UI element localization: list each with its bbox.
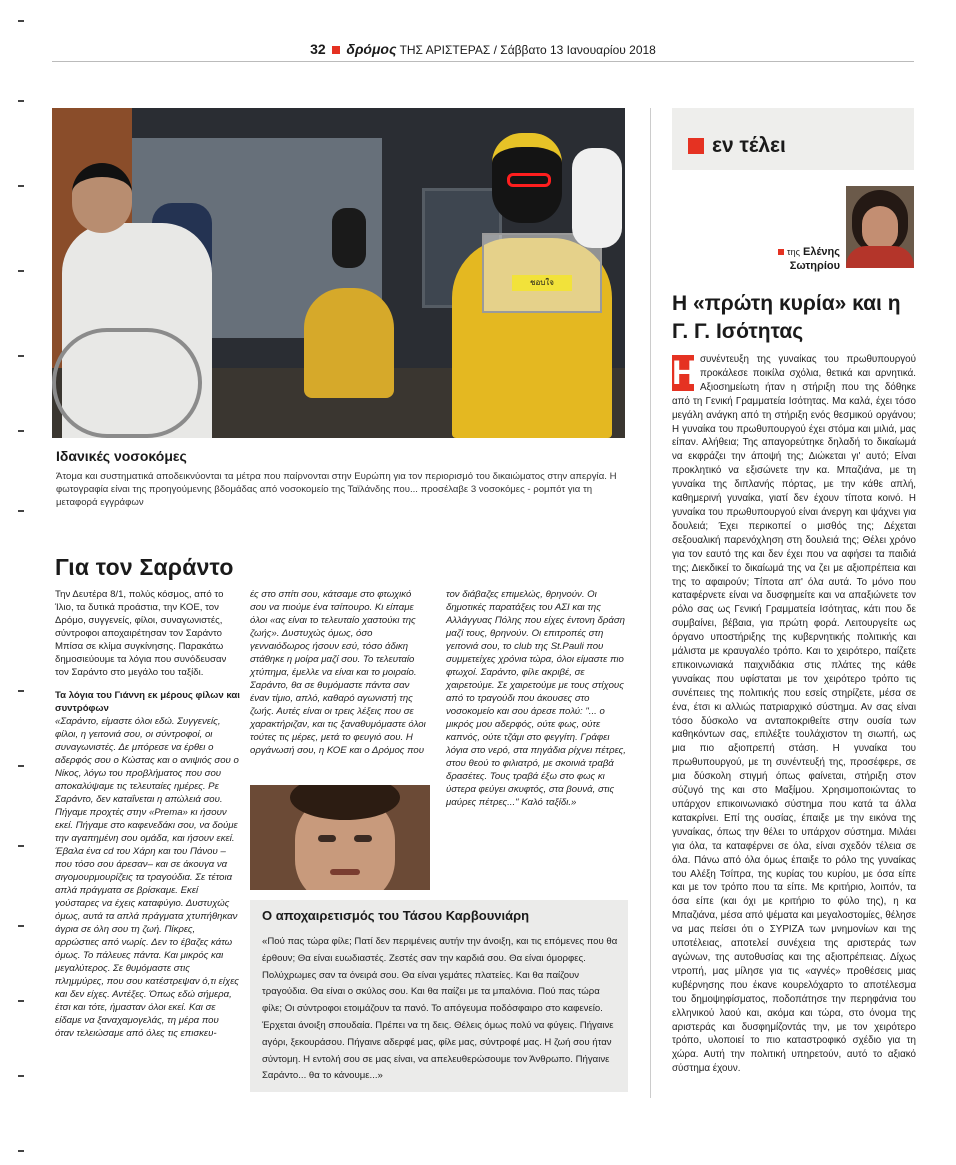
kicker-square-icon xyxy=(688,138,704,154)
byline xyxy=(700,245,840,273)
article-column-1 xyxy=(55,588,240,1040)
article-body-3: τον διάβαζες επιμελώς, θρηνούν. Οι δημοτικές παρατάξεις του ΑΣΙ και της Αλλάγγυας Πόλης που είχες έντονη δράση μαζί τους, θρηνούν. Οι επιτροπές στη γειτονιά σου, το club της St.Pauli που συμμετείχες χρόνια τώρα, όλοι είμαστε πιο φτωχοί. Σαράντο, φίλε ακριβέ, σε χαιρετούμε. Σε χαιρετούμε με τους στίχους από το τραγούδι που άκουσες στο νοσοκομείο και σου άρεσε πολύ: "... ο μικρός μου αδερφός, ούτε φως, ούτε καπνός, ούτε τζάμι στο φεγγίτη. Γράφει λόγια στο νερό, στα πηγάδια ρίχνει πέτρες, στου θεού το φιλιατρό, με σκοινιά τραβά δρασέτες. Τους τραβά έξω στο φως κι ύστερα φεύγει σκυφτός, στα βουνά, στις μαύρες πέτρες..." Καλό ταξίδι.» xyxy=(446,589,626,808)
article-body-2: ές στο σπίτι σου, κάτσαμε στο φτωχικό σου να πιούμε ένα τσίπουρο. Κι είπαμε όλοι «ας είναι το τελευταίο χαστούκι της ζωής». Δυστυχώς όμως, όσο γενναιόδωρος ήσουν εσύ, τόσο άδικη στάθηκε η μοίρα μαζί σου. Το τελευταίο χτύπημα, έμελλε να είναι και το μοιραίο. Σαράντο, θα σε θυμόμαστε πάντα σαν έναν τίμιο, απλό, καθαρό αγωνιστή της ζωής. Αυτές είναι οι τρεις λέξεις που σε χαρακτήριζαν, και τις ξαναθυμόμαστε όλοι τούτες τις μέρες, μετά το φευγιό σου. Η οργάνωσή σου, η ΚΟΕ και ο Δρόμος που xyxy=(250,589,426,756)
page-number: 32 xyxy=(310,41,326,57)
farewell-title: Ο αποχαιρετισμός του Τάσου Καρβουνιάρη xyxy=(262,908,530,923)
author-photo xyxy=(846,186,914,268)
column-divider xyxy=(650,108,651,1098)
article-title: Για τον Σαράντο xyxy=(55,554,234,580)
byline-name-first: Ελένης xyxy=(803,246,840,258)
brand-rest: ΤΗΣ ΑΡΙΣΤΕΡΑΣ / xyxy=(399,43,497,57)
byline-name-last: Σωτηρίου xyxy=(789,260,840,272)
article-body-1: «Σαράντο, είμαστε όλοι εδώ. Συγγενείς, φίλοι, η γειτονιά σου, οι σύντροφοί, οι συναγωνιστές. Δε μπόρεσε να έρθει ο αδερφός σου ο Κώστας και ο ανιψιός σου ο Νίκος, λόγω του προβλήματος που σου αποκαλύψαμε τις τελευταίες ημέρες. Ρε Σαράντο, δεν καταΐνεται η απώλειά σου. Πήγαμε προχτές στην «Prema» κι ήσουν εκεί. Πήγαμε στο καφενεδάκι σου, να δούμε την αγαπημένη σου ομάδα, και ήσουν εκεί. Έβαλα ένα cd του Χάρη και του Πάνου –που τόσο σου άρεσαν– και σε άκουγα να σιγομουρμουρίζεις τα τραγούδια. Σε τέτοια απλά πράγματα σε βρίσκαμε. Εκεί γούσταρες να έχεις καταφύγιο. Δυστυχώς όμως, αυτά τα απλά πράγματα χτυπήθηκαν άγρια σε όλη σου τη ζωή. Πίκρες, αρρώστιες από νωρίς. Δεν το έβαζες κάτω όμως. Το πάλευες πάντα. Και μικρός και μεγαλύτερος. Σε θυμόμαστε στις πλημμύρες, που σου κατέστρεψαν ό,τι είχες και δεν είχες. Αντέξες. Όπως εδώ σήμερα, έτσι και τότε, ήμασταν όλοι εκεί. Και σε είδαμε να ξαναχαμογελάς, τη μέρα που όταν τελειώσαμε από όλες τις επισκευ- xyxy=(55,716,239,1039)
robot-nurses-photo xyxy=(52,108,625,438)
column-title: Η «πρώτη κυρία» και η Γ. Γ. Ισότητας xyxy=(672,292,901,343)
margin-ticks xyxy=(18,0,28,1165)
sarantos-portrait xyxy=(250,785,430,890)
brand-name: δρόμος xyxy=(346,41,397,57)
drop-cap: Η xyxy=(672,354,697,392)
article-intro: Την Δευτέρα 8/1, πολύς κόσμος, από το Ίλιο, τα δυτικά προάστια, την ΚΟΕ, τον Δρόμο, συγγενείς, φίλοι, συναγωνιστές, σύντροφοι αποχαιρέτησαν τον Σαράντο Μπίσα σε κλίμα συγκίνησης. Παρακάτω δημοσιεύουμε τα λόγια που συνόδευσαν τον Σαράντο στο μεγάλο του ταξίδι. xyxy=(55,589,227,678)
byline-square-icon xyxy=(778,249,784,255)
kicker-label: εν τέλει xyxy=(712,134,786,157)
article-subheading: Τα λόγια του Γιάννη εκ μέρους φίλων και συντρόφων xyxy=(55,690,240,714)
column-body xyxy=(672,353,916,1076)
header-square-icon xyxy=(332,46,340,54)
issue-date: Σάββατο 13 Ιανουαρίου 2018 xyxy=(500,43,656,57)
article-column-2 xyxy=(250,588,430,757)
column-kicker xyxy=(672,108,914,170)
caption-text: Άτομα και συστηματικά αποδεικνύονται τα μέτρα που παίρνονται στην Ευρώπη για τον περιορισμό του δικαιώματος στην απεργία. Η φωτογραφία είναι της προηγούμενης βδομάδας από νοσοκομείο της Ταϊλάνδης που... προσέλαβε 3 νοσοκόμες - ρομπότ για τη μεταφορά εγγράφων xyxy=(56,471,617,508)
article-column-3 xyxy=(446,588,626,809)
byline-prefix: της xyxy=(787,247,800,257)
column-text: συνέντευξη της γυναίκας του πρωθυπουργού προκάλεσε ποικίλα σχόλια, θετικά και αρνητικά. Αξιοσημείωτη ήταν η στήριξη που της δόθηκε από τη Γενική Γραμματεία Ισότητας. Μα καλά, έχει τόσο μεγάλη ανάγκη από τη στήριξη ενός θεσμικού οργάνου; Η γυναίκα του πρωθυπουργού έχει στόμα και μιλιά, μας είπαν. Αλήθεια; Της απαγορεύτηκε δηλαδή το δικαίωμά να εκφράζει την άποψή της; Διώκεται γι' αυτό; Είναι προκλητικό να εξισώνετε την κα. Μπαζιάνα, με τη γυναίκα της διπλανής πόρτας, με την κάθε απλή, καθημερινή γυναίκα, γιατί δεν έχουν τίποτα κοινό. Η γυναίκα του πρωθυπουργού είναι άνεργη και ψάχνει για δουλειά; Έχει περικοπεί ο μισθός της; Δέχεται σεξουαλική παρενόχληση στη δουλειά της; Θέλει χρόνο για τον εαυτό της και δεν έχει που να αφήσει τα παιδιά της; Διεκδικεί το δικαίωμά της να ζει με αξιοπρέπεια και της το αφαιρούν; Τίποτα απ' όλα αυτά. Το μόνο που καταφέρνετε είναι να δυσφημείτε και να απαξιώνετε τον ρόλο σας ως Γενική Γραμματεία Ισότητας, κάτι που δε συμβαίνει, βέβαια, για πρώτη φορά. Λειτουργείτε ως όργανο υποστήριξης της κυβερνητικής πολιτικής και μάλιστα με κραυγαλέο τρόπο. Και το χειρότερο, παίζετε επικοινωνιακά παιχνιδάκια στις πλάτες της κάθε γυναίκας που υφίσταται με τον χειρότερο τρόπο τις συνέπειες της πολιτικής που εσείς στηρίζετε, μέσα σε ένα, έτσι κι αλλιώς πατριαρχικό σύστημα. Αν σας είναι τόσο δύσκολο να ανταποκριθείτε στην ουσία των καθηκόντων σας, επιλέξτε τουλάχιστον τη σιωπή, ως μια πιο αξιοπρεπή στάση. Η γυναίκα του πρωθυπουργού, με τη συνέντευξή της, προσέφερε, σε μια δύσκολη στιγμή όπως φαίνεται, στήριξη στον σύζυγό της και στο Μαξίμου. Χρησιμοποιώντας το υπάρχον επικοινωνιακό σύστημα που κατά τα άλλα κατακρίνει. Επί της ουσίας, έπαιξε με την εικόνα της γυναίκας, όπως την θέλει το υπάρχον σύστημα. Μιλάει για όλα, τα καταφέρνει σε όλα, είναι σχεδόν τέλεια σε όλα. Πάνω από όλα όμως έπαιξε το ρόλο της γυναίκας του Αλέξη Τσίπρα, της κυρίας του κυρίου, με όσα είπε και με τον τρόπο που τα είπε. Με κριτήριο, λοιπόν, τα όσα είπε (και όχι με κριτήριο το φύλο της), η κα Μπαζιάνα, μέσα από ψέματα και μεγαλοστομίες, θέλησε να μας πείσει ότι ο ΣΥΡΙΖΑ των μνημονίων και της υποτέλειας, αποτελεί συνέχεια της αριστεράς των αγώνων, της αυτοθυσίας και της αξιοπρέπειας. Δίχως ντροπή, μας μίλησε για τις «αγνές» προθέσεις μιας κυβέρνησης που έκανε κουρελόχαρτο το αποτέλεσμα του δημοψηφίσματος, ποδοπάτησε την περηφάνια του ελληνικού λαού και, ακόμα και τώρα, στο όνομα της αριστεράς και δυσφημίζοντάς την, με τον χειρότερο τρόπο, υλοποιεί το πιο καταστροφικό σχέδιο για τη χώρα. Αυτή την πολιτική υπηρετούν, αυτό το αξιακό σύστημα έχουν. xyxy=(672,354,916,1075)
page-header xyxy=(52,40,914,62)
robot-sign: ชอบใจ xyxy=(512,275,572,291)
caption-title: Ιδανικές νοσοκόμες xyxy=(56,448,187,464)
farewell-text: «Πού πας τώρα φίλε; Πατί δεν περιμένεις αυτήν την άνοιξη, και τις επόμενες που θα έρθουν; Θα είναι ευωδιαστές. Ζεστές σαν την καρδιά σου. Θα είναι όμορφες. Πολύχρωμες σαν τα όνειρά σου. Θα είναι γεμάτες πλατείες. Και θα παίζουν τραγούδια. Θα είναι ο σκύλος σου. Και θα παίζει με τα μπαλόνια. Πού πας τώρα φίλε; Οι σύντροφοι ετοιμάζουν τα πανό. Το απόγευμα ποδόσφαιρο στο καφενείο. Έρχεται άνοιξη σπουδαία. Πρέπει να τη δεις. Θέλεις όμως πολύ να φύγεις. Πήγαινε αγόρι, ξεκουράσου. Πήγαινε αδερφέ μας, φίλε μας, σύντροφέ μας. Η ζωή σου ήταν σύντομη. Η εντολή σου σε μας είναι, να απελευθερώσουμε τον Άνθρωπο. Πήγαινε Σαράντο... θα το κάνουμε...» xyxy=(262,936,618,1082)
